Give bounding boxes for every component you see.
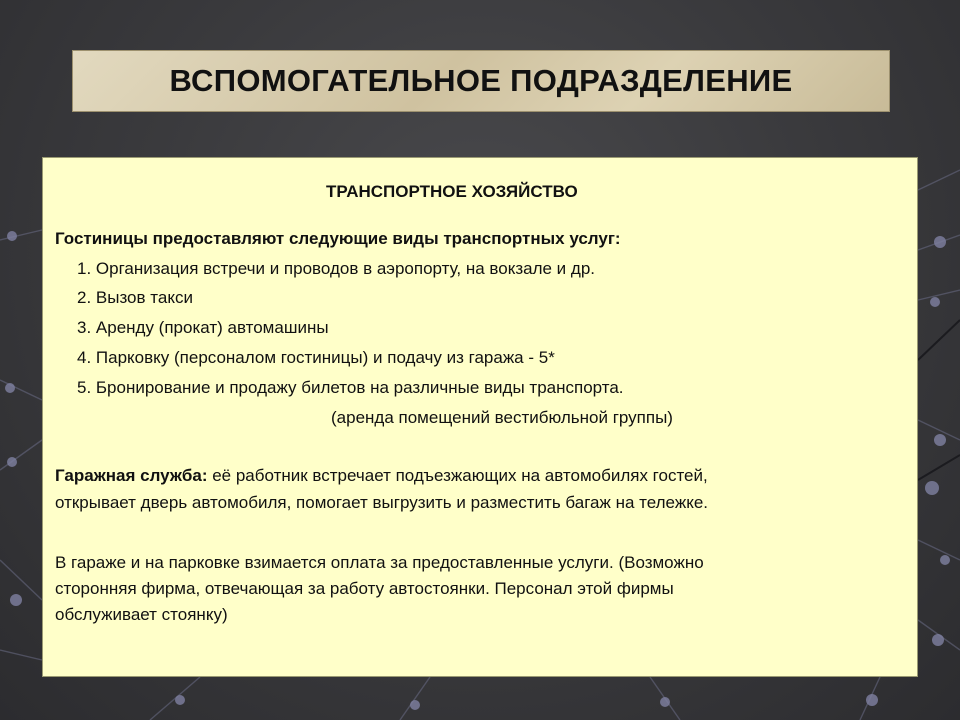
title-banner	[72, 50, 890, 112]
page-title: ВСПОМОГАТЕЛЬНОЕ ПОДРАЗДЕЛЕНИЕ	[169, 63, 793, 98]
payment-line-3: обслуживает стоянку)	[55, 605, 228, 624]
payment-line-1: В гараже и на парковке взимается оплата за предоставленные услуги. (Возможно	[55, 553, 704, 572]
garage-paragraph-line1	[55, 466, 708, 486]
services-note: (аренда помещений вестибюльной группы)	[331, 408, 673, 427]
content-panel	[42, 157, 918, 677]
services-intro: Гостиницы предоставляют следующие виды транспортных услуг:	[55, 229, 621, 248]
section-subtitle: ТРАНСПОРТНОЕ ХОЗЯЙСТВО	[326, 182, 578, 201]
service-item-5: 5. Бронирование и продажу билетов на различные виды транспорта.	[77, 378, 624, 397]
payment-line-2: сторонняя фирма, отвечающая за работу автостоянки. Персонал этой фирмы	[55, 579, 674, 598]
service-item-4: 4. Парковку (персоналом гостиницы) и подачу из гаража - 5*	[77, 348, 555, 367]
garage-text-line2: открывает дверь автомобиля, помогает выгрузить и разместить багаж на тележке.	[55, 493, 708, 512]
service-item-3: 3. Аренду (прокат) автомашины	[77, 318, 329, 337]
garage-text-line1: её работник встречает подъезжающих на автомобилях гостей,	[207, 466, 708, 485]
service-item-2: 2. Вызов такси	[77, 288, 193, 307]
service-item-1: 1. Организация встречи и проводов в аэропорту, на вокзале и др.	[77, 259, 595, 278]
garage-label: Гаражная служба:	[55, 466, 208, 485]
